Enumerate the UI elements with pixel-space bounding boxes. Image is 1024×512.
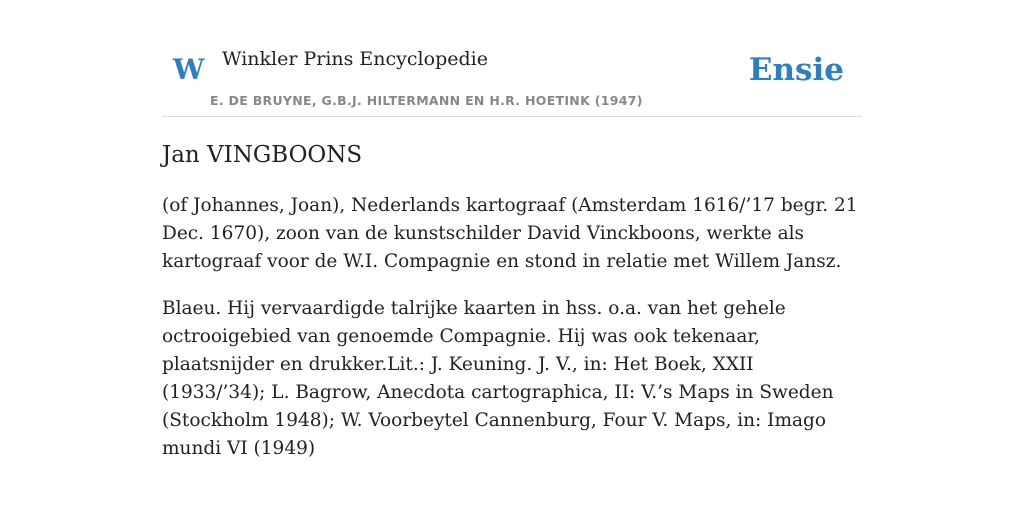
article-paragraph: (of Johannes, Joan), Nederlands kartograaf (Amsterdam 1616/’17 begr. 21 Dec. 1670), zoon van de kunstschilder David Vinckboons, werkte als kartograaf voor de W.I. Compagnie en stond in relatie met Willem Jansz. [162,195,858,272]
encyclopedia-header [162,30,862,117]
encyclopedia-authors: E. DE BRUYNE, G.B.J. HILTERMANN EN H.R. HOETINK (1947) [210,93,643,108]
winkler-prins-logo[interactable]: W [173,53,205,86]
encyclopedia-title[interactable]: Winkler Prins Encyclopedie [222,48,488,70]
ensie-brand-link[interactable]: Ensie [748,52,844,88]
article-title: Jan VINGBOONS [162,142,363,168]
article-paragraph: Blaeu. Hij vervaardigde talrijke kaarten in hss. o.a. van het gehele octrooigebied van genoemde Compagnie. Hij was ook tekenaar, plaatsnijder en drukker.Lit.: J. Keuning. J. V., in: Het Boek, XXII (1933/’34); L. Bagrow, Anecdota cartographica, II: V.’s Maps in Sweden (Stockholm 1948); W. Voorbeytel Cannenburg, Four V. Maps, in: Imago mundi VI (1949) [162,298,834,459]
